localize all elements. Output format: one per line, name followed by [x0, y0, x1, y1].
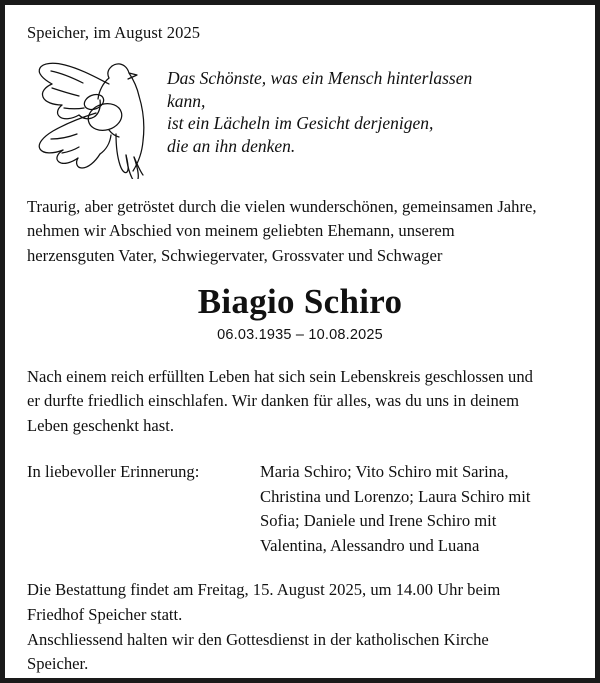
remembrance-label: In liebevoller Erinnerung: — [27, 462, 200, 482]
funeral-line: Speicher. — [27, 654, 89, 674]
place-and-date: Speicher, im August 2025 — [27, 23, 201, 42]
remembrance-section — [27, 460, 573, 558]
thanks-paragraph — [27, 365, 573, 439]
family-name-line: Maria Schiro; Vito Schiro mit Sarina, — [260, 462, 509, 482]
funeral-line: Friedhof Speicher statt. — [27, 604, 183, 624]
thanks-line: Nach einem reich erfüllten Leben hat sich sein Lebenskreis geschlossen und — [27, 366, 533, 386]
quote-line: ist ein Lächeln im Gesicht derjenigen, — [167, 113, 434, 134]
name-block — [27, 284, 573, 344]
funeral-line: Anschliessend halten wir den Gottesdienst in der katholischen Kirche — [27, 629, 489, 649]
funeral-details-paragraph — [27, 578, 573, 676]
family-name-line: Sofia; Daniele und Irene Schiro mit — [260, 511, 497, 531]
intro-line: herzensguten Vater, Schwiegervater, Grossvater und Schwager — [27, 245, 443, 265]
family-name-line: Christina und Lorenzo; Laura Schiro mit — [260, 486, 531, 506]
remembrance-names — [260, 460, 573, 558]
quote-section — [27, 49, 573, 179]
life-dates: 06.03.1935 – 10.08.2025 — [217, 327, 383, 344]
thanks-line: Leben geschenkt hast. — [27, 415, 174, 435]
memorial-quote — [151, 49, 573, 158]
quote-line: kann, — [167, 90, 206, 111]
quote-line: die an ihn denken. — [167, 136, 296, 157]
intro-paragraph — [27, 195, 573, 269]
thanks-line: er durfte friedlich einschlafen. Wir danken für alles, was du uns in deinem — [27, 391, 520, 411]
deceased-name: Biagio Schiro — [197, 282, 403, 322]
intro-line: nehmen wir Abschied von meinem geliebten Ehemann, unserem — [27, 221, 455, 241]
intro-line: Traurig, aber getröstet durch die vielen wunderschönen, gemeinsamen Jahre, — [27, 196, 537, 216]
dove-icon — [21, 51, 151, 179]
quote-line: Das Schönste, was ein Mensch hinterlassen — [167, 67, 473, 88]
family-name-line: Valentina, Alessandro und Luana — [260, 535, 480, 555]
funeral-line: Die Bestattung findet am Freitag, 15. August 2025, um 14.00 Uhr beim — [27, 580, 501, 600]
